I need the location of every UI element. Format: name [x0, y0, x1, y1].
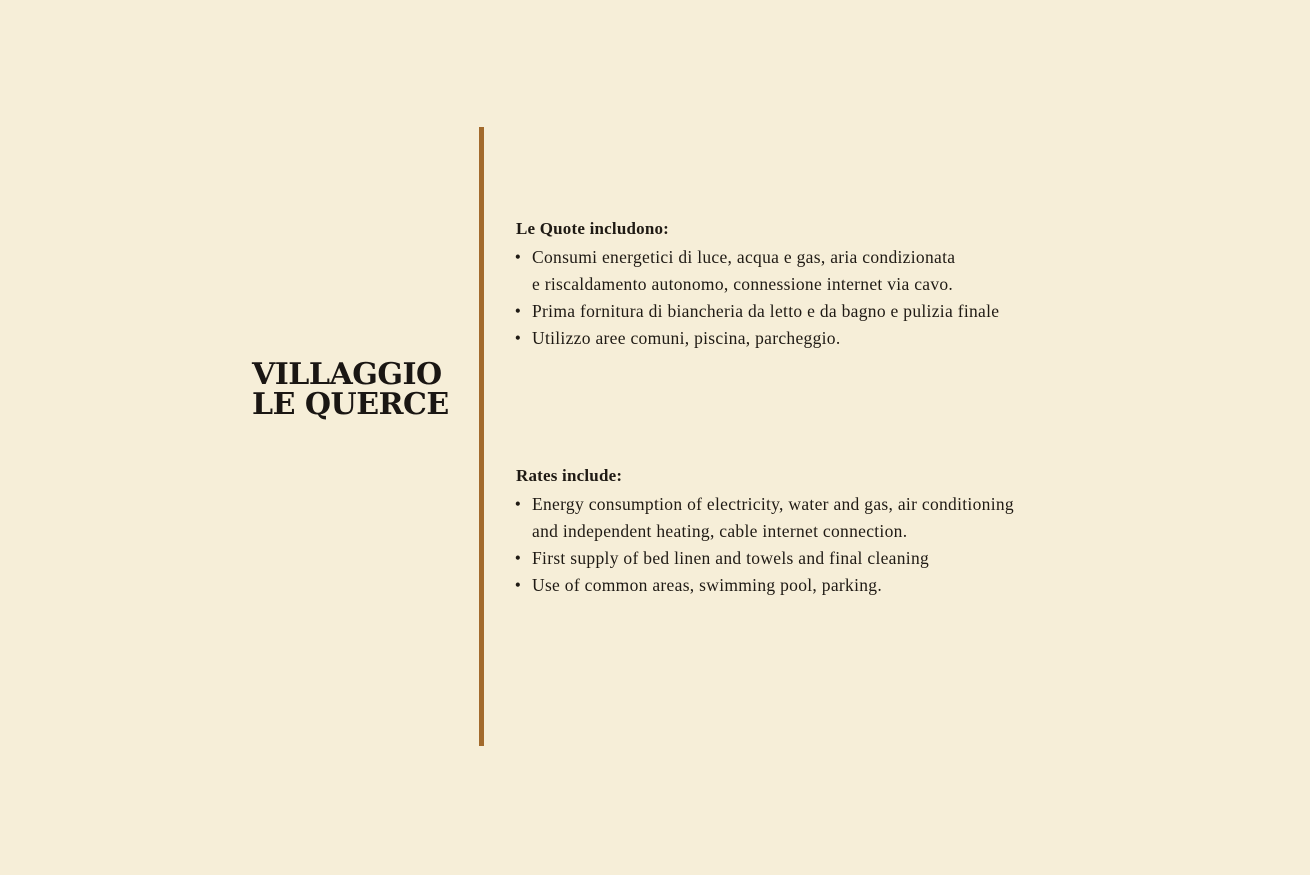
italian-heading: Le Quote includono:	[516, 219, 670, 238]
title-line-2: LE QUERCE	[252, 387, 449, 422]
bullet-icon: •	[514, 247, 522, 267]
list-item-text: Prima fornitura di biancheria da letto e da bagno e pulizia finale	[532, 301, 1000, 321]
english-section	[516, 465, 1036, 599]
italian-section	[516, 218, 1036, 352]
list-item	[516, 244, 962, 298]
list-item-text: Consumi energetici di luce, acqua e gas, aria condizionata e riscaldamento autonomo, connessione internet via cavo.	[532, 247, 956, 294]
list-item	[516, 298, 1032, 325]
list-item	[516, 491, 1022, 545]
page-title	[252, 357, 472, 422]
list-item	[516, 572, 1032, 599]
bullet-icon: •	[514, 548, 522, 568]
italian-list	[516, 244, 1036, 352]
vertical-divider	[479, 127, 484, 746]
list-item	[516, 545, 982, 572]
list-item	[516, 325, 1032, 352]
bullet-icon: •	[514, 494, 522, 514]
english-heading: Rates include:	[516, 466, 623, 485]
list-item-text: Utilizzo aree comuni, piscina, parcheggio.	[532, 328, 841, 348]
list-item-text: Use of common areas, swimming pool, parking.	[532, 575, 883, 595]
title-line-1: VILLAGGIO	[252, 357, 442, 392]
english-list	[516, 491, 1036, 599]
list-item-text: Energy consumption of electricity, water and gas, air conditioning and independent heating, cable internet connection.	[532, 494, 1014, 541]
bullet-icon: •	[514, 328, 522, 348]
list-item-text: First supply of bed linen and towels and final cleaning	[532, 548, 930, 568]
bullet-icon: •	[514, 301, 522, 321]
bullet-icon: •	[514, 575, 522, 595]
